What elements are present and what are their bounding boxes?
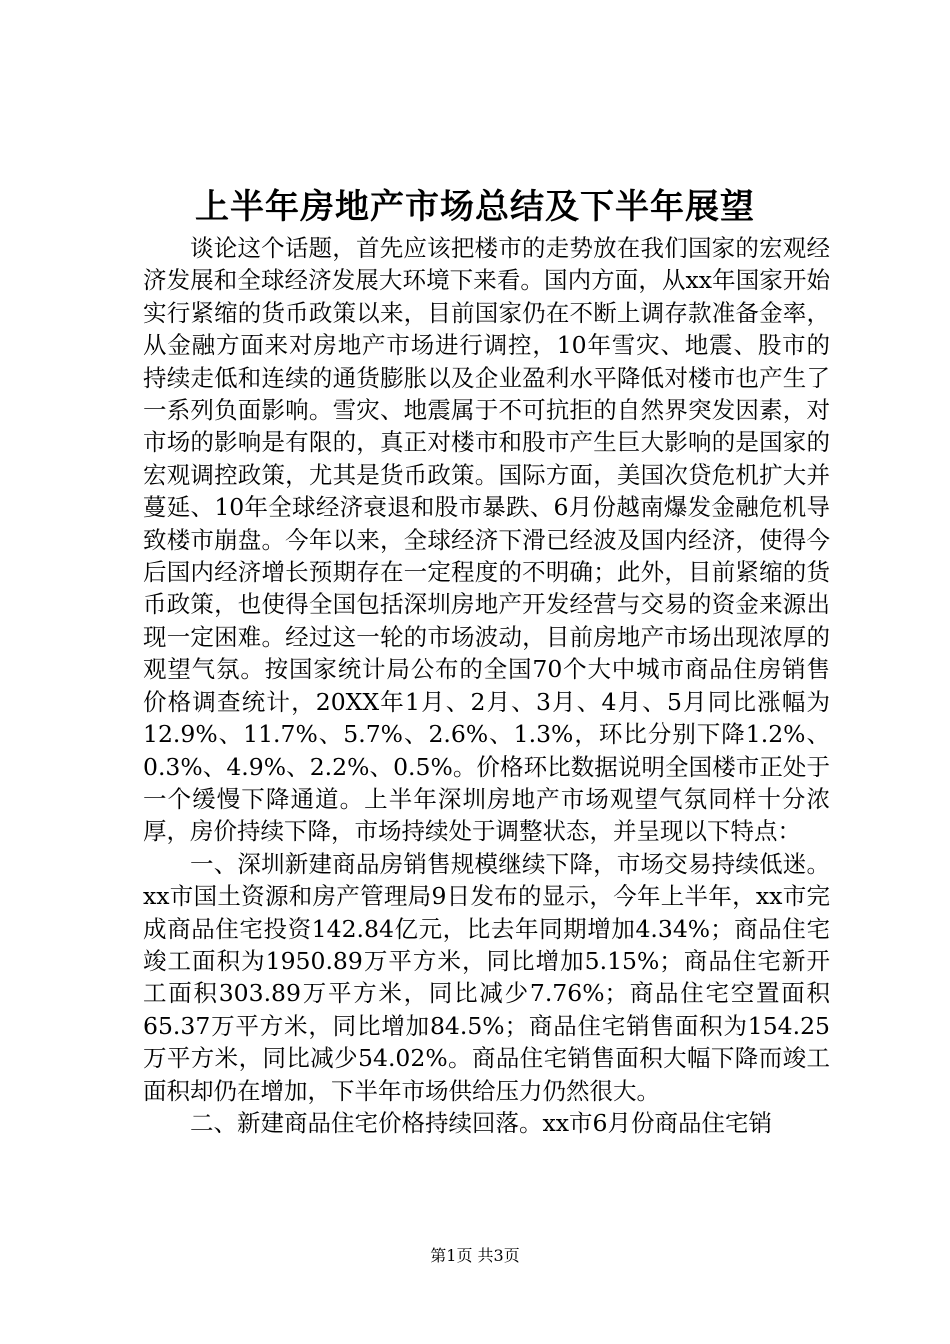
paragraph: 二、新建商品住宅价格持续回落。xx市6月份商品住宅销 [190, 1108, 772, 1137]
document-title: 上半年房地产市场总结及下半年展望 [195, 187, 755, 227]
document-body [143, 232, 830, 1139]
page-number: 第1页 共3页 [430, 1246, 520, 1265]
paragraph: 谈论这个话题，首先应该把楼市的走势放在我们国家的宏观经济发展和全球经济发展大环境下来看。国内方面，从xx年国家开始实行紧缩的货币政策以来，目前国家仍在不断上调存款准备金率，从金融方面来对房地产市场进行调控，10年雪灾、地震、股市的持续走低和连续的通货膨胀以及企业盈利水平降低对楼市也产生了一系列负面影响。雪灾、地震属于不可抗拒的自然界突发因素，对市场的影响是有限的，真正对楼市和股市产生巨大影响的是国家的宏观调控政策，尤其是货币政策。国际方面，美国次贷危机扩大并蔓延、10年全球经济衰退和股市暴跌、6月份越南爆发金融危机导致楼市崩盘。今年以来，全球经济下滑已经波及国内经济，使得今后国内经济增长预期存在一定程度的不明确；此外，目前紧缩的货币政策，也使得全国包括深圳房地产开发经营与交易的资金来源出现一定困难。经过这一轮的市场波动，目前房地产市场出现浓厚的观望气氛。按国家统计局公布的全国70个大中城市商品住房销售价格调查统计，20XX年1月、2月、3月、4月、5月同比涨幅为12.9%、11.7%、5.7%、2.6%、1.3%，环比分别下降1.2%、0.3%、4.9%、2.2%、0.5%。价格环比数据说明全国楼市正处于一个缓慢下降通道。上半年深圳房地产市场观望气氛同样十分浓厚，房价持续下降，市场持续处于调整状态，并呈现以下特点： [143, 234, 830, 846]
paragraph: 一、深圳新建商品房销售规模继续下降，市场交易持续低迷。xx市国土资源和房产管理局9日发布的显示，今年上半年，xx市完成商品住宅投资142.84亿元，比去年同期增加4.34%；商品住宅竣工面积为1950.89万平方米，同比增加5.15%；商品住宅新开工面积303.89万平方米，同比减少7.76%；商品住宅空置面积65.37万平方米，同比增加84.5%；商品住宅销售面积为154.25万平方米，同比减少54.02%。商品住宅销售面积大幅下降而竣工面积却仍在增加，下半年市场供给压力仍然很大。 [143, 849, 830, 1105]
